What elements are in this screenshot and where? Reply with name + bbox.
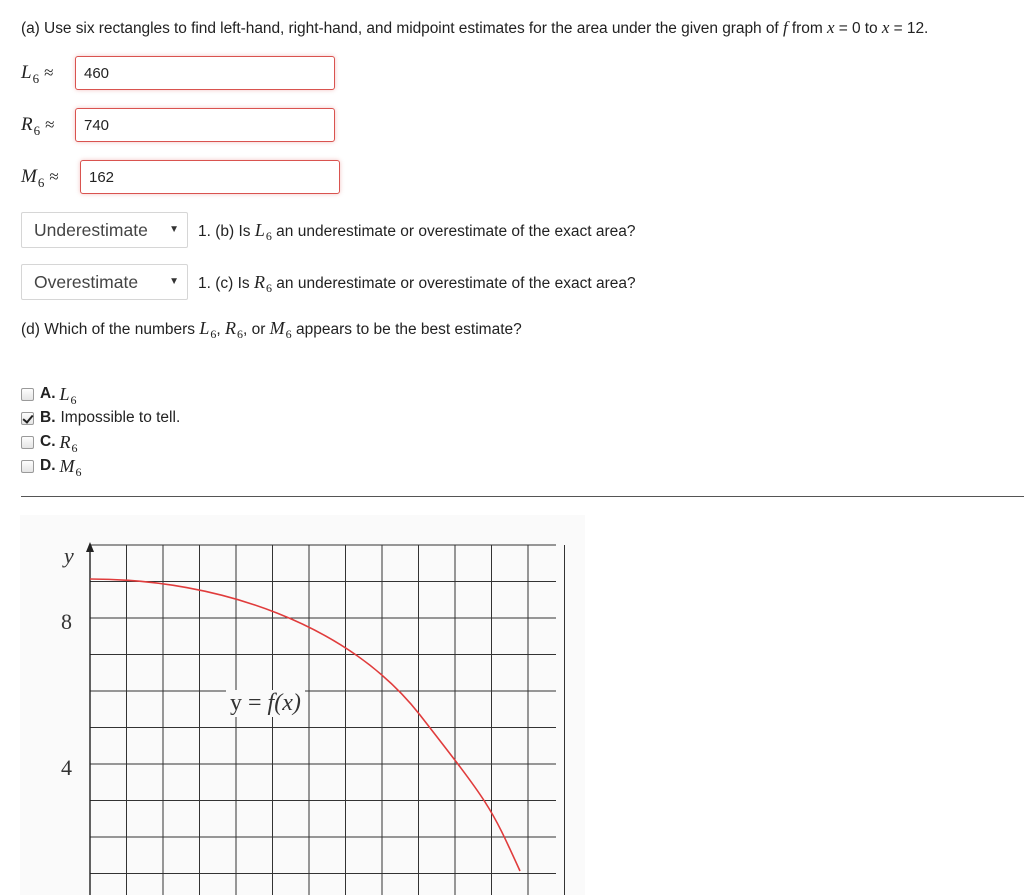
dropdown-arrow-icon: ▼: [169, 224, 179, 235]
m6-label: $M_6$ ≈: [21, 166, 59, 190]
question-b-text: 1. (b) Is $L_6$ an underestimate or overestimate of the exact area?: [198, 219, 636, 243]
f-symbol: f: [782, 18, 788, 37]
choice-list: [21, 382, 180, 478]
question-c-selected-value: Overestimate: [34, 271, 139, 292]
question-a-text: (a) Use six rectangles to find left-hand, right-hand, and midpoint estimates for the area under the given graph of f from x = 0 to x = 12.: [21, 18, 929, 37]
question-c-text: 1. (c) Is $R_6$ an underestimate or overestimate of the exact area?: [198, 271, 636, 295]
m6-answer-row: [21, 160, 340, 194]
choice-d[interactable]: D. $M_6$: [21, 454, 180, 478]
l6-answer-row: [21, 56, 335, 90]
curve-label: y = f(x): [226, 690, 305, 717]
question-c-row: [21, 264, 636, 300]
y-tick-8: 8: [61, 609, 72, 634]
graph-image: [20, 515, 585, 895]
choice-a[interactable]: A. $L_6$: [21, 382, 180, 406]
choice-a-checkbox[interactable]: [21, 388, 34, 401]
r6-answer-row: [21, 108, 335, 142]
choice-c[interactable]: C. $R_6$: [21, 430, 180, 454]
l6-input[interactable]: [75, 56, 335, 90]
question-b-row: [21, 212, 635, 248]
r6-label: $R_6$ ≈: [21, 114, 55, 138]
dropdown-arrow-icon: ▼: [169, 276, 179, 287]
choice-b-checkbox[interactable]: [21, 412, 34, 425]
question-d-text: (d) Which of the numbers $L_6$, $R_6$, or $M_6$ appears to be the best estimate?: [21, 318, 522, 341]
m6-input[interactable]: [80, 160, 340, 194]
choice-c-checkbox[interactable]: [21, 436, 34, 449]
section-divider: [21, 496, 1024, 497]
question-b-select[interactable]: [21, 212, 188, 248]
y-axis-label: y: [64, 543, 74, 568]
l6-label: $L_6$ ≈: [21, 62, 54, 86]
choice-b[interactable]: B. Impossible to tell.: [21, 406, 180, 430]
question-b-selected-value: Underestimate: [34, 219, 148, 240]
y-tick-4: 4: [61, 755, 72, 780]
question-c-select[interactable]: [21, 264, 188, 300]
choice-d-checkbox[interactable]: [21, 460, 34, 473]
r6-input[interactable]: [75, 108, 335, 142]
